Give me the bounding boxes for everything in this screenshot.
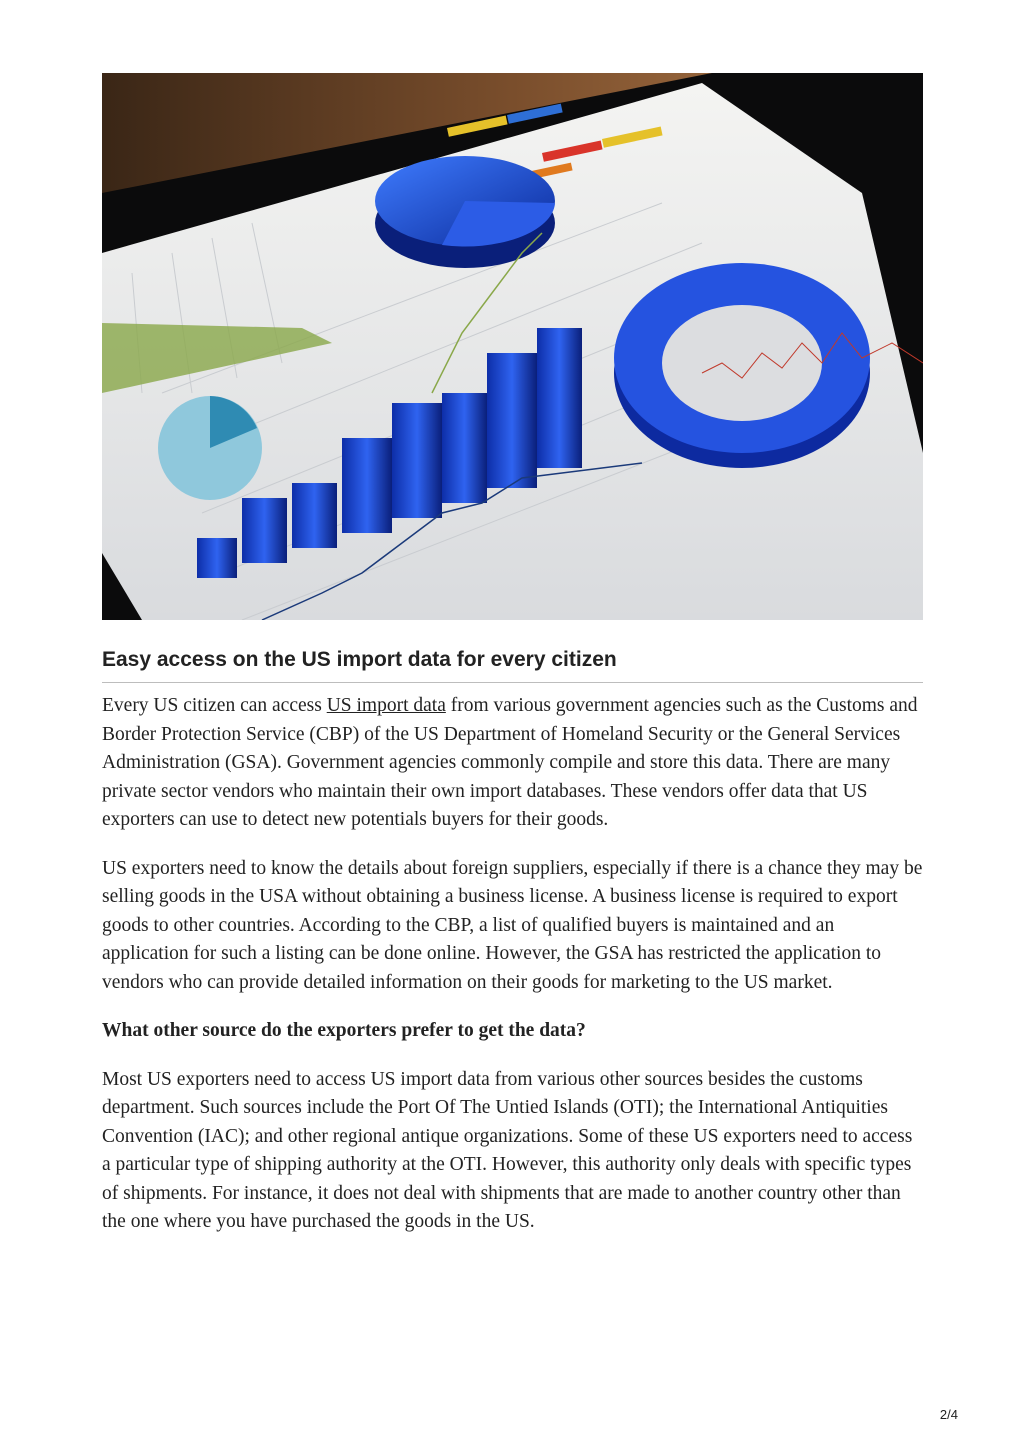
- section-heading: Easy access on the US import data for every citizen: [102, 646, 923, 683]
- paragraph-1: [102, 692, 924, 835]
- paragraph-3: Most US exporters need to access US import data from various other sources besides the customs department. Such sources include the Port Of The Untied Islands (OTI); the International Antiquities Convention (IAC); and other regional antique organizations. Some of these US exporters need to access a particular type of shipping authority at the OTI. However, this authority only deals with specific types of shipments. For instance, it does not deal with shipments that are made to another country other than the one where you have purchased the goods in the US.: [102, 1068, 913, 1232]
- us-import-data-link[interactable]: US import data: [326, 695, 446, 716]
- subheading: What other source do the exporters prefer to get the data?: [102, 1020, 586, 1041]
- paragraph-2: US exporters need to know the details about foreign suppliers, especially if there is a chance they may be selling goods in the USA without obtaining a business license. A business license is required to export goods to other countries. According to the CBP, a list of qualified buyers is maintained and an application for such a listing can be done online. However, the GSA has restricted the application to vendors who can provide detailed information on their goods for marketing to the US market.: [102, 857, 923, 993]
- paragraph-1-rest: from various government agencies such as the Customs and Border Protection Service (CBP) of the US Department of Homeland Security or the General Services Administration (GSA). Government agencies commonly compile and store this data. There are many private sector vendors who maintain their own import databases. These vendors offer data that US exporters can use to detect new potentials buyers for their goods.: [102, 695, 918, 830]
- page-number: 2/4: [939, 1407, 958, 1422]
- paragraph-1-lead: Every US citizen can access: [102, 695, 327, 716]
- hero-image: [102, 73, 923, 620]
- tablet-analytics-illustration: [102, 73, 923, 620]
- article-body: [102, 692, 924, 1257]
